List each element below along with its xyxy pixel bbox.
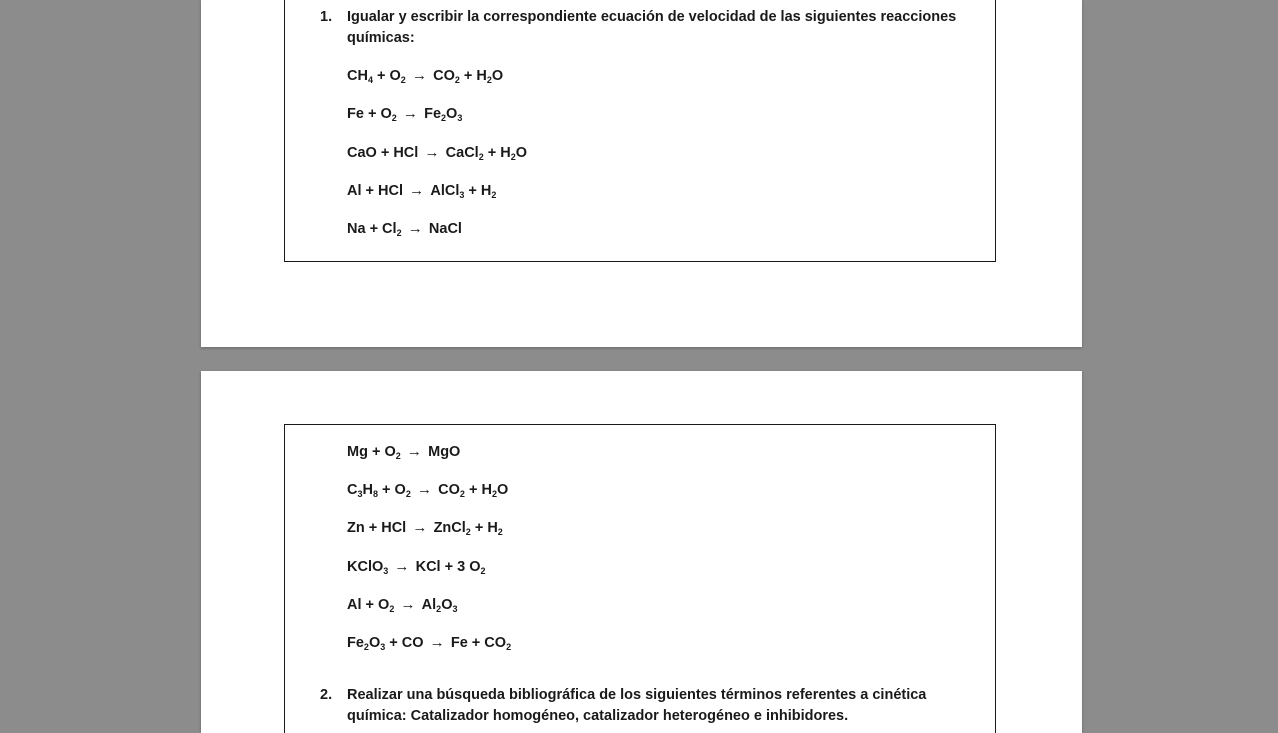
formula-text: Fe (347, 635, 364, 651)
formula-text: MgO (428, 444, 461, 460)
formula-text: CaO + HCl (347, 145, 419, 161)
reaction-arrow: → (407, 67, 432, 84)
formula-text: O (446, 106, 458, 122)
formula-text: ZnCl (433, 520, 466, 536)
formula-text: Al (421, 597, 437, 613)
formula-subscript: 2 (510, 152, 516, 162)
formula-subscript: 2 (405, 489, 411, 499)
formula-text: Mg + O (347, 444, 396, 460)
reaction-arrow: → (425, 634, 449, 651)
reaction-arrow: → (405, 182, 429, 199)
question-text: Igualar y escribir la correspondiente ecuación de velocidad de las siguientes reacciones químicas: (347, 9, 957, 46)
formula-text: + H (464, 482, 492, 498)
reaction-arrow: → (396, 596, 420, 613)
formula-subscript: 3 (457, 113, 463, 123)
reaction-arrow: → (403, 220, 427, 237)
equation (347, 67, 503, 85)
formula-subscript: 3 (452, 604, 458, 614)
formula-subscript: 2 (491, 489, 497, 499)
formula-text: + H (459, 68, 487, 84)
equation (347, 558, 486, 576)
equation (347, 105, 462, 123)
formula-text: CH (347, 68, 368, 84)
equation (347, 634, 511, 652)
formula-subscript: 4 (367, 75, 373, 85)
formula-subscript: 2 (395, 451, 401, 461)
formula-subscript: 2 (389, 604, 395, 614)
equation (347, 519, 503, 537)
formula-subscript: 2 (441, 113, 447, 123)
formula-subscript: 8 (372, 489, 378, 499)
question-number: 2. (320, 687, 333, 703)
question-text: Realizar una búsqueda bibliográfica de los siguientes términos referentes a cinética química: Catalizador homogéneo, catalizador heterogéneo e inhibidores. (347, 687, 927, 724)
formula-text: O (515, 145, 528, 161)
formula-subscript: 3 (357, 489, 363, 499)
formula-subscript: 2 (497, 527, 503, 537)
reaction-arrow: → (398, 105, 423, 122)
formula-subscript: 3 (383, 566, 389, 576)
question-1 (320, 7, 970, 49)
equation (347, 481, 508, 499)
formula-text: O (441, 597, 453, 613)
formula-text: H (362, 482, 373, 498)
formula-text: O (496, 482, 509, 498)
formula-subscript: 2 (396, 228, 402, 238)
formula-subscript: 3 (459, 190, 465, 200)
formula-text: + CO (385, 635, 424, 651)
formula-text: Fe + CO (450, 635, 507, 651)
question-number: 1. (320, 9, 333, 25)
formula-text: KClO (347, 559, 384, 575)
document-page-2 (201, 371, 1082, 733)
equation (347, 182, 496, 200)
formula-subscript: 2 (478, 152, 484, 162)
formula-text: O (491, 68, 504, 84)
formula-subscript: 2 (506, 642, 512, 652)
reaction-arrow: → (412, 481, 437, 498)
equation (347, 596, 457, 614)
formula-text: + O (378, 482, 406, 498)
formula-subscript: 2 (454, 75, 460, 85)
formula-text: Zn + HCl (347, 520, 407, 536)
formula-subscript: 2 (391, 113, 397, 123)
formula-subscript: 2 (491, 190, 497, 200)
formula-text: NaCl (428, 221, 462, 237)
formula-text: + H (464, 183, 492, 199)
reaction-arrow: → (402, 443, 427, 460)
formula-subscript: 2 (400, 75, 406, 85)
formula-subscript: 2 (436, 604, 442, 614)
formula-text: Al + HCl (347, 183, 403, 199)
formula-text: Fe (424, 106, 442, 122)
reaction-arrow: → (408, 519, 432, 536)
formula-subscript: 2 (465, 527, 471, 537)
formula-subscript: 3 (380, 642, 386, 652)
formula-text: AlCl (430, 183, 460, 199)
formula-text: CO (438, 482, 460, 498)
formula-text: O (368, 635, 381, 651)
document-page-1 (201, 0, 1082, 347)
formula-text: Fe + O (347, 106, 392, 122)
formula-text: CO (433, 68, 455, 84)
formula-subscript: 2 (459, 489, 465, 499)
formula-text: + O (372, 68, 401, 84)
formula-text: Al + O (347, 597, 390, 613)
formula-subscript: 2 (480, 566, 486, 576)
formula-subscript: 2 (363, 642, 369, 652)
formula-text: Na + Cl (347, 221, 397, 237)
formula-text: + H (483, 145, 511, 161)
question-2 (320, 685, 970, 727)
reaction-arrow: → (390, 558, 414, 575)
formula-text: C (347, 482, 358, 498)
equation (347, 220, 462, 238)
formula-text: + H (470, 520, 498, 536)
formula-text: KCl + 3 O (415, 559, 481, 575)
equation (347, 144, 527, 162)
reaction-arrow: → (420, 144, 444, 161)
equation (347, 443, 460, 461)
formula-subscript: 2 (486, 75, 492, 85)
formula-text: CaCl (445, 145, 479, 161)
